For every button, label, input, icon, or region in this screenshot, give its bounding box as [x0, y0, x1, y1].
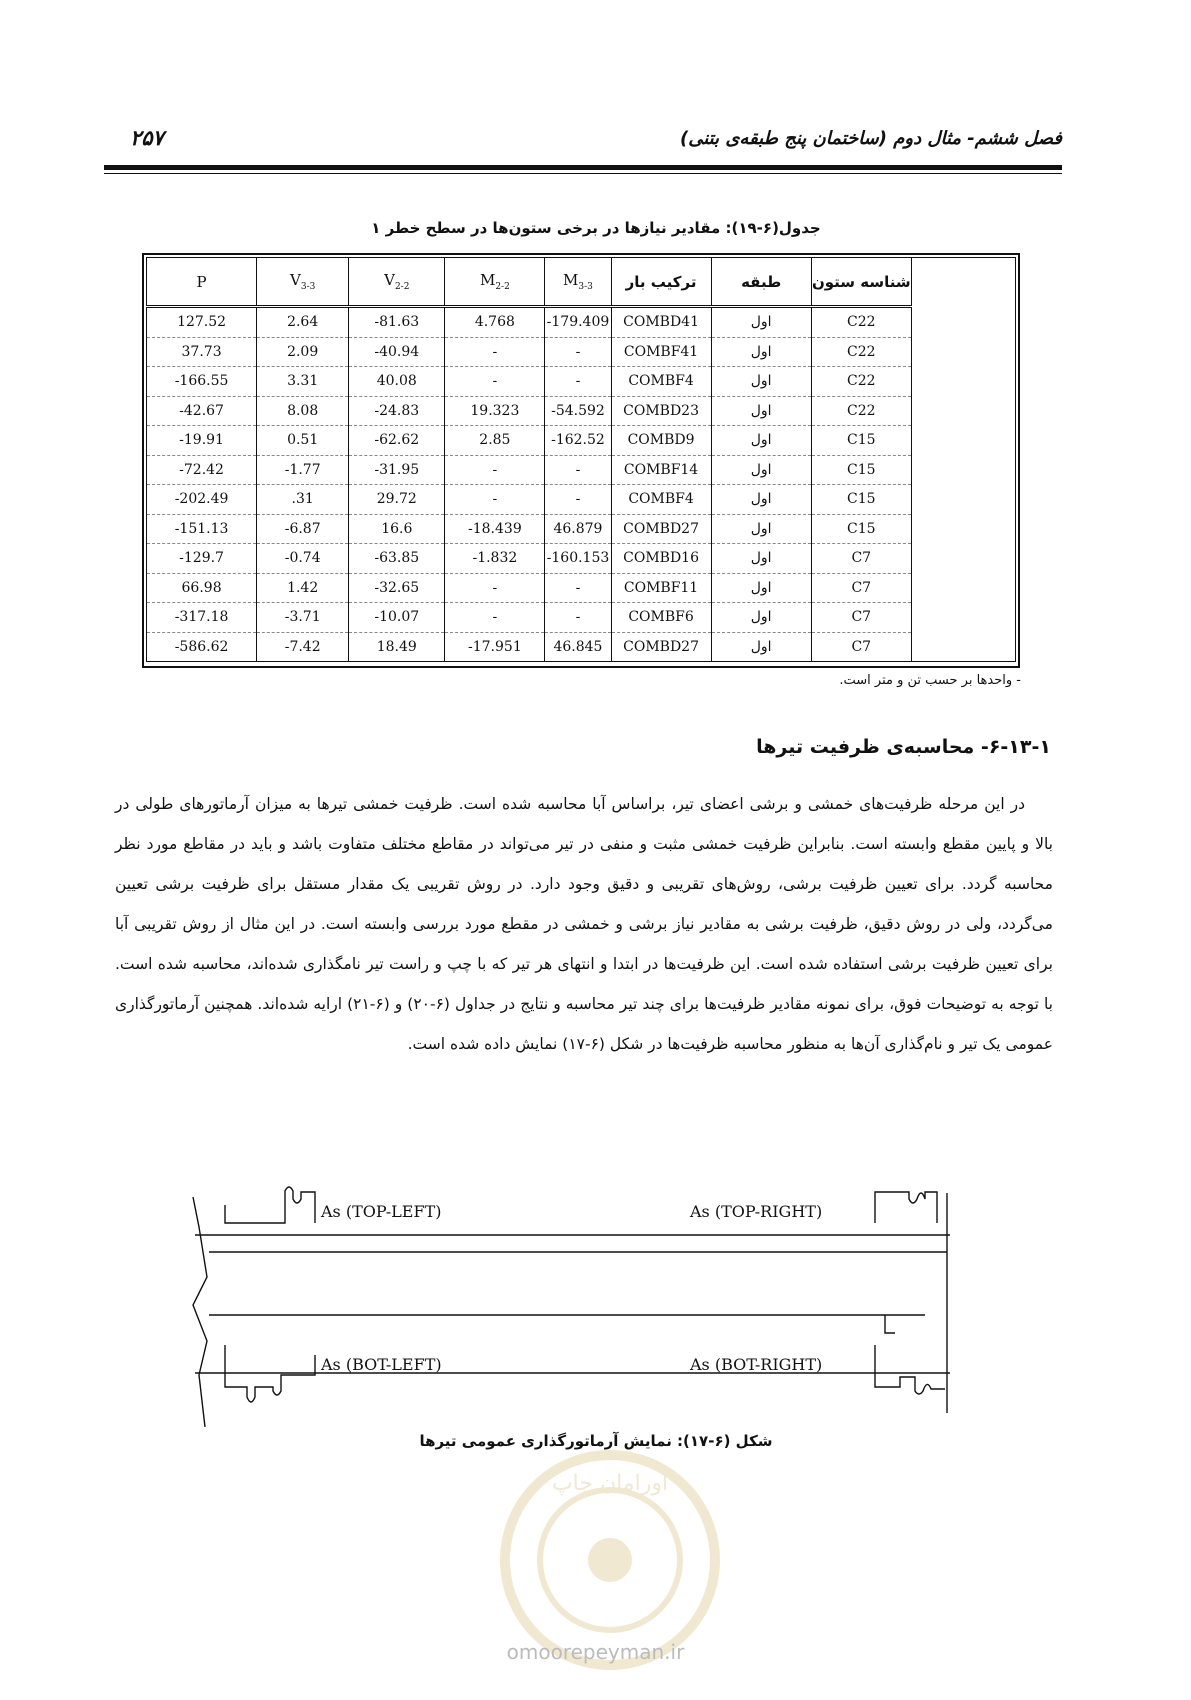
cell-p: -42.67 — [147, 396, 257, 426]
cell-v33: 0.51 — [257, 426, 349, 456]
cell-p: 66.98 — [147, 573, 257, 603]
cell-v22: 40.08 — [349, 367, 445, 397]
cell-column-id: C7 — [811, 573, 911, 603]
cell-v22: 18.49 — [349, 632, 445, 662]
cell-story: اول — [711, 632, 811, 662]
cell-v22: -81.63 — [349, 307, 445, 338]
header-m33 — [545, 258, 611, 307]
cell-column-id: C22 — [811, 367, 911, 397]
table-row — [147, 426, 1016, 456]
cell-p: 37.73 — [147, 337, 257, 367]
cell-m22: - — [445, 485, 545, 515]
header-v22-sub: 2-2 — [394, 282, 410, 292]
header-m22 — [445, 258, 545, 307]
cell-p: -586.62 — [147, 632, 257, 662]
header-m22-sub: 2-2 — [495, 282, 510, 292]
cell-v22: -24.83 — [349, 396, 445, 426]
label-top-left: As (TOP-LEFT) — [321, 1202, 442, 1221]
cell-m22: -17.951 — [445, 632, 545, 662]
cell-m22: - — [445, 337, 545, 367]
cell-story: اول — [711, 455, 811, 485]
label-bot-left: As (BOT-LEFT) — [321, 1355, 442, 1374]
cell-v22: 29.72 — [349, 485, 445, 515]
cell-story: اول — [711, 544, 811, 574]
table-row — [147, 632, 1016, 662]
demand-table-grid — [146, 257, 1016, 662]
cell-v33: -1.77 — [257, 455, 349, 485]
cell-v33: 1.42 — [257, 573, 349, 603]
table-row — [147, 337, 1016, 367]
cell-m22: - — [445, 367, 545, 397]
cell-load-combo: COMBF11 — [611, 573, 711, 603]
page-number: ۲۵۷ — [130, 126, 164, 150]
table-header-row — [147, 258, 1016, 307]
cell-load-combo: COMBD27 — [611, 632, 711, 662]
header-story: طبقه — [711, 258, 811, 307]
cell-m33: - — [545, 337, 611, 367]
cell-column-id: C15 — [811, 455, 911, 485]
cell-story: اول — [711, 307, 811, 338]
cell-m33: -54.592 — [545, 396, 611, 426]
cell-v22: -32.65 — [349, 573, 445, 603]
cell-story: اول — [711, 337, 811, 367]
header-rule-thin — [104, 173, 1062, 174]
cell-m33: 46.879 — [545, 514, 611, 544]
cell-m33: 46.845 — [545, 632, 611, 662]
header-v33 — [257, 258, 349, 307]
cell-m33: - — [545, 573, 611, 603]
cell-m33: - — [545, 367, 611, 397]
seal-center — [588, 1538, 632, 1582]
cell-column-id: C7 — [811, 603, 911, 633]
cell-m33: - — [545, 485, 611, 515]
table-body — [147, 307, 1016, 662]
cell-v22: 16.6 — [349, 514, 445, 544]
demand-table — [142, 253, 1020, 668]
header-column-id: شناسه ستون — [811, 258, 911, 307]
cell-load-combo: COMBD27 — [611, 514, 711, 544]
cell-p: -202.49 — [147, 485, 257, 515]
beam-left-break-line — [193, 1197, 207, 1427]
table-row — [147, 544, 1016, 574]
cell-load-combo: COMBD16 — [611, 544, 711, 574]
cell-load-combo: COMBF14 — [611, 455, 711, 485]
cell-story: اول — [711, 396, 811, 426]
cell-v33: -7.42 — [257, 632, 349, 662]
table-row — [147, 307, 1016, 338]
cell-v22: -10.07 — [349, 603, 445, 633]
cell-v22: -62.62 — [349, 426, 445, 456]
cell-m22: 4.768 — [445, 307, 545, 338]
header-v33-base: V — [290, 271, 301, 289]
cell-column-id: C22 — [811, 337, 911, 367]
table-row — [147, 514, 1016, 544]
cell-m22: - — [445, 603, 545, 633]
cell-m33: -162.52 — [545, 426, 611, 456]
cell-m33: -179.409 — [545, 307, 611, 338]
cell-load-combo: COMBF4 — [611, 485, 711, 515]
right-stirrup-hook — [885, 1315, 895, 1333]
cell-story: اول — [711, 367, 811, 397]
cell-m22: -1.832 — [445, 544, 545, 574]
cell-v33: .31 — [257, 485, 349, 515]
cell-story: اول — [711, 514, 811, 544]
table-row — [147, 396, 1016, 426]
cell-story: اول — [711, 603, 811, 633]
header-v22 — [349, 258, 445, 307]
figure-caption: شکل (۶-۱۷): نمایش آرماتورگذاری عمومی تیرها — [419, 1432, 773, 1450]
header-v22-base: V — [384, 271, 395, 289]
cell-column-id: C7 — [811, 632, 911, 662]
cell-m22: -18.439 — [445, 514, 545, 544]
cell-v22: -40.94 — [349, 337, 445, 367]
cell-p: 127.52 — [147, 307, 257, 338]
chapter-title: فصل ششم- مثال دوم (ساختمان پنج طبقه‌ی بتنی) — [679, 128, 1062, 149]
cell-load-combo: COMBD41 — [611, 307, 711, 338]
header-p: P — [147, 258, 257, 307]
page-header — [104, 128, 1062, 154]
cell-v33: 2.64 — [257, 307, 349, 338]
table-row — [147, 367, 1016, 397]
table-row — [147, 455, 1016, 485]
header-load-combo: ترکیب بار — [611, 258, 711, 307]
cell-load-combo: COMBD23 — [611, 396, 711, 426]
cell-p: -19.91 — [147, 426, 257, 456]
cell-column-id: C7 — [811, 544, 911, 574]
cell-v33: -3.71 — [257, 603, 349, 633]
cell-load-combo: COMBF41 — [611, 337, 711, 367]
cell-m22: - — [445, 455, 545, 485]
cell-column-id: C22 — [811, 396, 911, 426]
label-top-right: As (TOP-RIGHT) — [690, 1202, 823, 1221]
label-bot-right: As (BOT-RIGHT) — [690, 1355, 823, 1374]
cell-v33: 3.31 — [257, 367, 349, 397]
cell-story: اول — [711, 426, 811, 456]
cell-column-id: C15 — [811, 426, 911, 456]
cell-m22: 19.323 — [445, 396, 545, 426]
cell-p: -151.13 — [147, 514, 257, 544]
watermark-site: omoorepeyman.ir — [506, 1640, 685, 1664]
cell-load-combo: COMBD9 — [611, 426, 711, 456]
seal-text: اورامان چاپ — [551, 1471, 669, 1496]
cell-column-id: C22 — [811, 307, 911, 338]
table-row — [147, 603, 1016, 633]
cell-p: -129.7 — [147, 544, 257, 574]
cell-m33: - — [545, 603, 611, 633]
header-m33-base: M — [563, 271, 579, 289]
top-right-bar — [875, 1192, 937, 1223]
cell-story: اول — [711, 573, 811, 603]
cell-v33: 2.09 — [257, 337, 349, 367]
beam-reinforcement-figure — [185, 1175, 985, 1435]
cell-column-id: C15 — [811, 485, 911, 515]
cell-m33: -160.153 — [545, 544, 611, 574]
cell-load-combo: COMBF4 — [611, 367, 711, 397]
table-note: - واحدها بر حسب تن و متر است. — [839, 673, 1021, 688]
cell-m22: - — [445, 573, 545, 603]
table-row — [147, 573, 1016, 603]
table-caption: جدول(۶-۱۹): مقادیر نیازها در برخی ستون‌ها در سطح خطر ۱ — [371, 219, 821, 237]
bot-right-bar — [875, 1345, 945, 1394]
cell-p: -72.42 — [147, 455, 257, 485]
cell-v22: -31.95 — [349, 455, 445, 485]
header-m22-base: M — [479, 271, 496, 289]
cell-column-id: C15 — [811, 514, 911, 544]
cell-story: اول — [711, 485, 811, 515]
header-rule — [104, 165, 1062, 170]
cell-v33: -0.74 — [257, 544, 349, 574]
header-v33-sub: 3-3 — [300, 282, 316, 292]
cell-p: -317.18 — [147, 603, 257, 633]
cell-m33: - — [545, 455, 611, 485]
cell-m22: 2.85 — [445, 426, 545, 456]
top-left-bar — [225, 1187, 315, 1223]
cell-v33: 8.08 — [257, 396, 349, 426]
header-m33-sub: 3-3 — [578, 282, 593, 292]
body-paragraph: در این مرحله ظرفیت‌های خمشی و برشی اعضای تیر، براساس آبا محاسبه شده است. ظرفیت خمشی تیرها به میزان آرماتورهای طولی در بالا و پایین مقطع وابسته است. بنابراین ظرفیت خمشی مثبت و منفی در تیر می‌تواند در مقاطع مختلف متفاوت باشد و باید در مقاطع مورد نظر محاسبه گردد. برای تعیین ظرفیت برشی، روش‌های تقریبی و دقیق وجود دارد. در روش تقریبی یک مقدار مستقل برای ظرفیت برشی تعیین می‌گردد، ولی در روش دقیق، ظرفیت برشی به مقادیر نیاز برشی و خمشی در مقطع مورد بررسی وابسته است. در این مثال از روش تقریبی آبا برای تعیین ظرفیت برشی استفاده شده است. این ظرفیت‌ها در ابتدا و انتهای هر تیر که با چپ و راست تیر نامگذاری شده‌اند، محاسبه شده است. با توجه به توضیحات فوق، برای نمونه مقادیر ظرفیت‌ها برای چند تیر محاسبه و نتایج در جداول (۶-۲۰) و (۶-۲۱) ارایه شده‌اند. همچنین آرماتورگذاری عمومی یک تیر و نام‌گذاری آن‌ها به منظور محاسبه ظرفیت‌ها در شکل (۶-۱۷) نمایش داده شده است. — [115, 795, 1053, 1053]
table-row — [147, 485, 1016, 515]
cell-load-combo: COMBF6 — [611, 603, 711, 633]
cell-v22: -63.85 — [349, 544, 445, 574]
body-text — [115, 784, 1053, 1064]
section-heading: ۶-۱۳-۱- محاسبه‌ی ظرفیت تیرها — [756, 736, 1051, 758]
cell-v33: -6.87 — [257, 514, 349, 544]
cell-p: -166.55 — [147, 367, 257, 397]
